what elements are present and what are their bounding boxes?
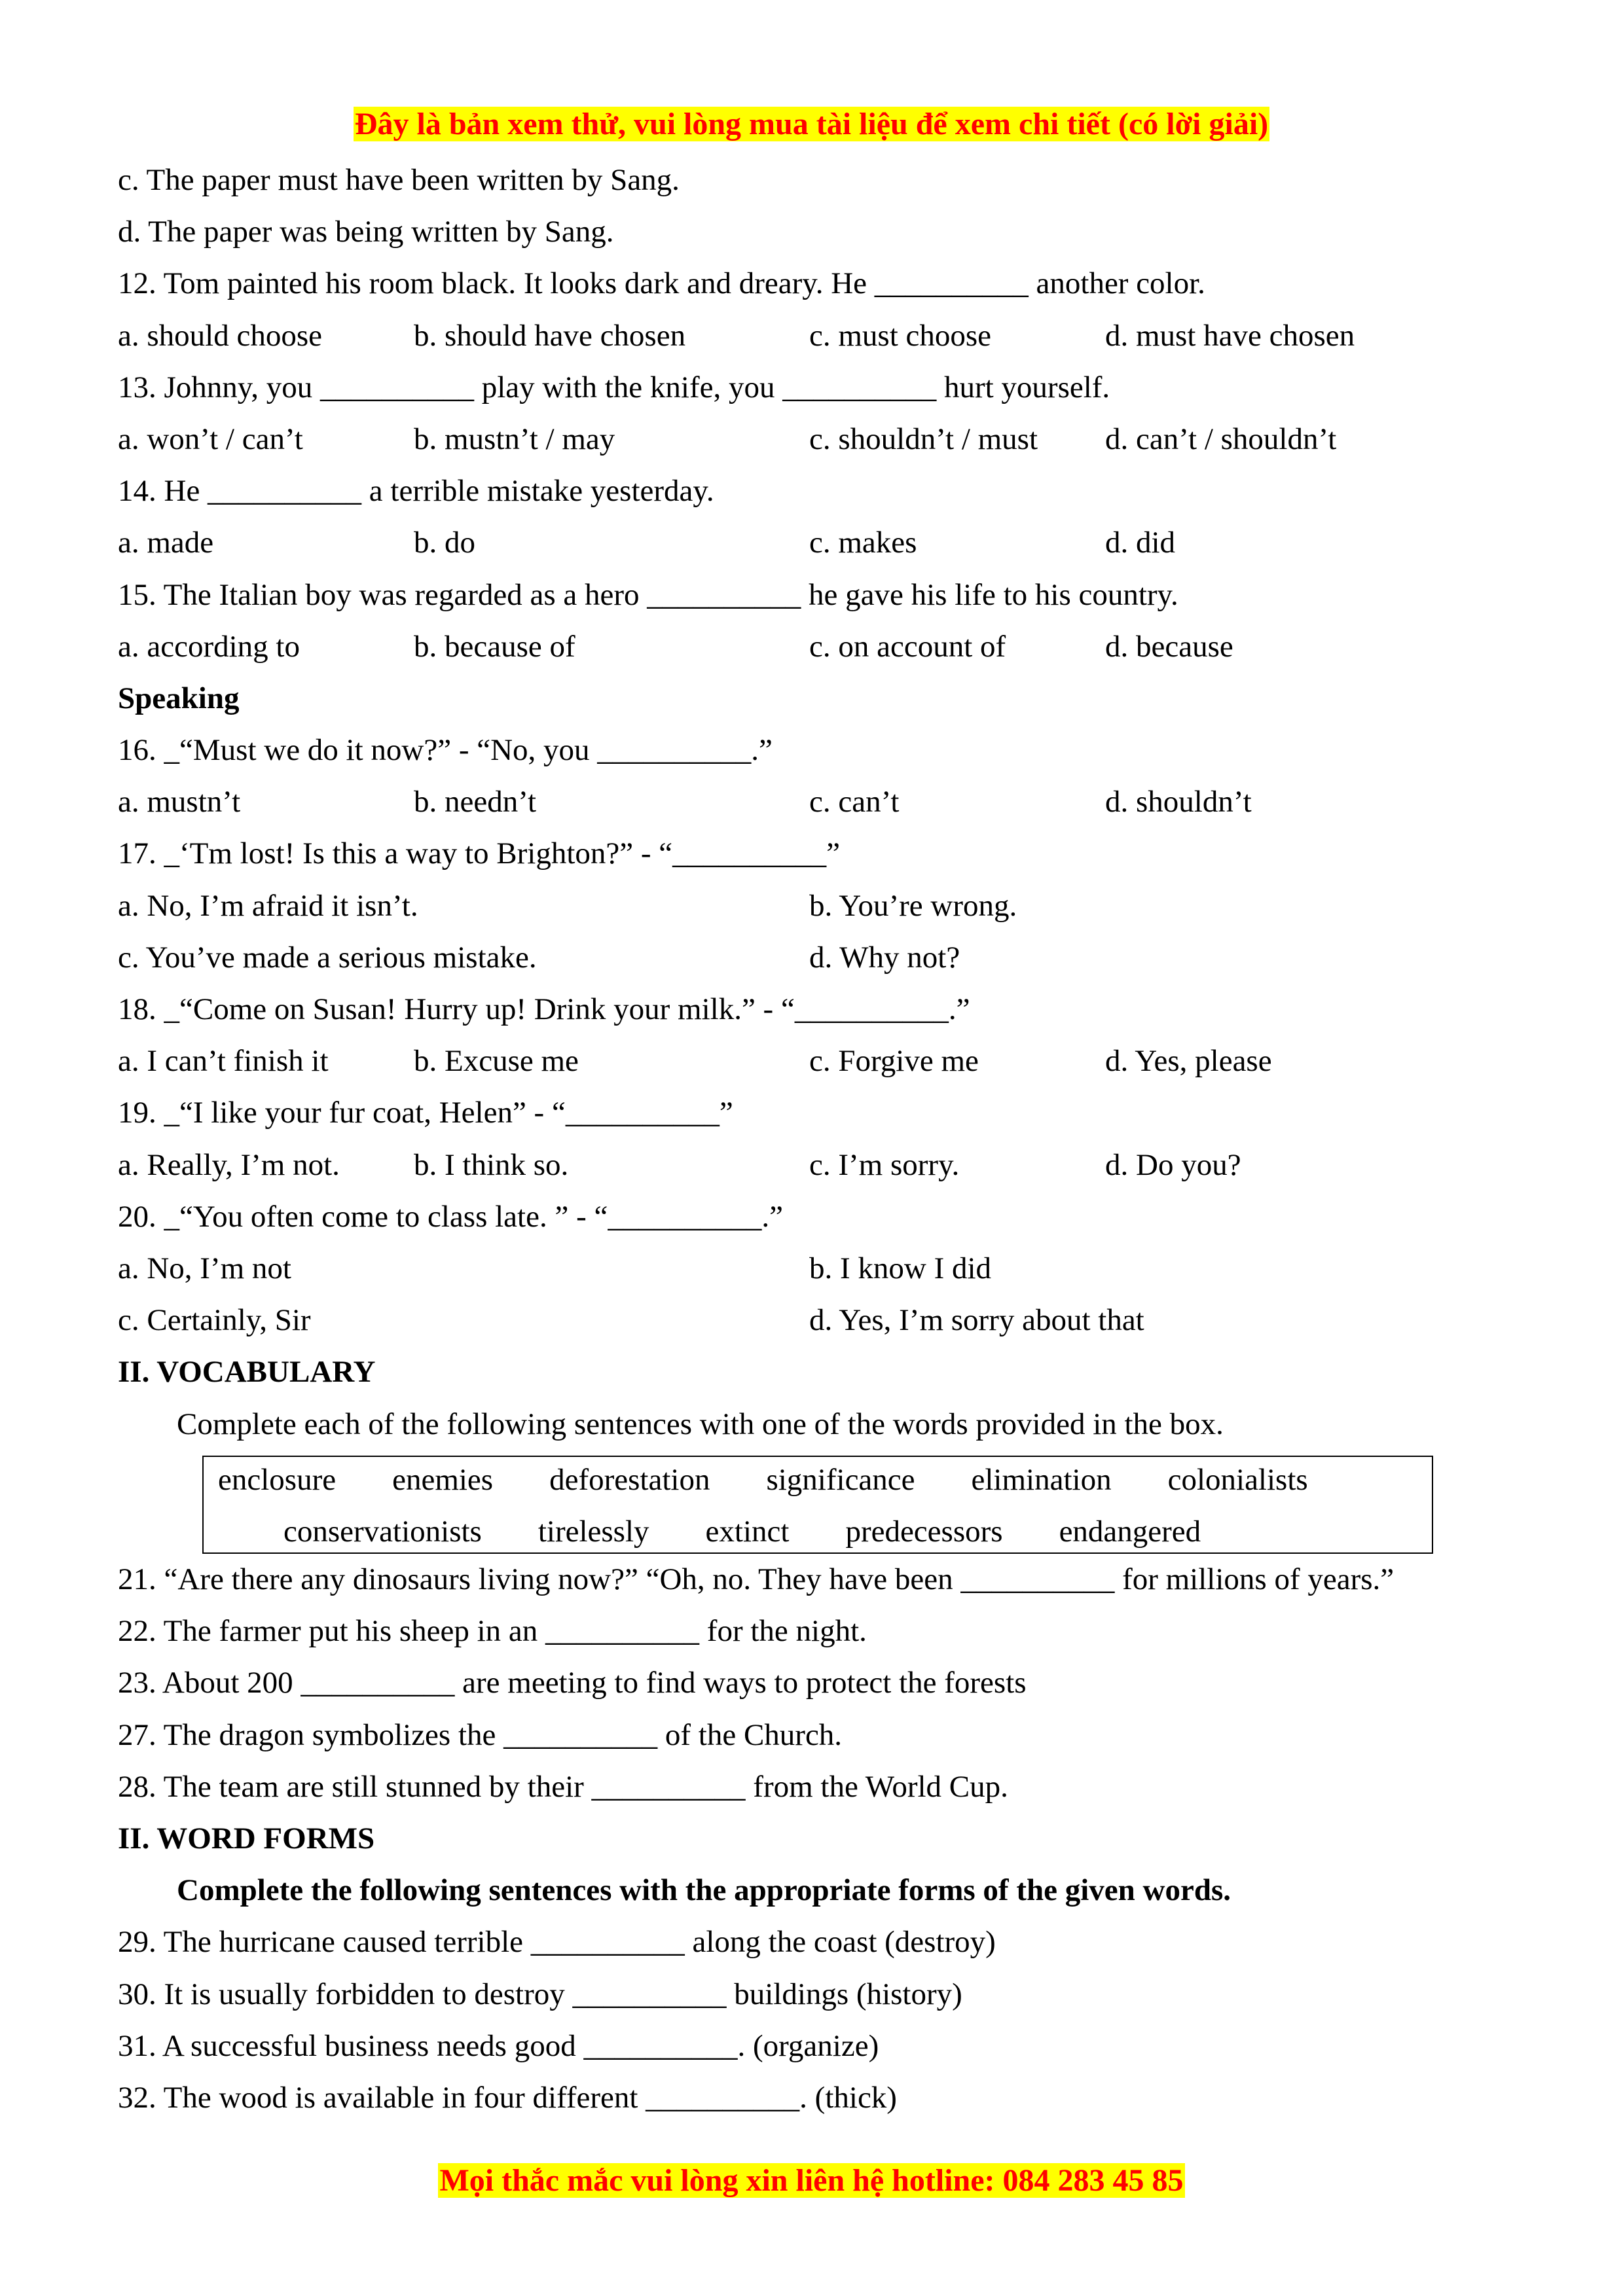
- word-box-row-2: [204, 1506, 1512, 1558]
- question-27: 27. The dragon symbolizes the __________ of the Church.: [118, 1717, 843, 1752]
- word-box-item: extinct: [705, 1514, 790, 1549]
- word-box-item: enemies: [392, 1462, 494, 1497]
- option-d: d. Do you?: [1105, 1147, 1241, 1182]
- word-box-item: colonialists: [1167, 1462, 1308, 1497]
- option-d: d. Why not?: [809, 940, 960, 975]
- word-box-item: tirelessly: [538, 1514, 649, 1549]
- option-d: d. because: [1105, 629, 1233, 664]
- option-b: b. should have chosen: [414, 318, 686, 353]
- option-c: c. shouldn’t / must: [809, 422, 1038, 456]
- word-box-item: deforestation: [549, 1462, 710, 1497]
- question-12: 12. Tom painted his room black. It looks dark and dreary. He __________ another color.: [118, 266, 1205, 301]
- option-c: c. The paper must have been written by Sang.: [118, 163, 680, 197]
- option-a: a. No, I’m not: [118, 1251, 291, 1285]
- question-31: 31. A successful business needs good __________. (organize): [118, 2028, 879, 2063]
- question-16: 16. _“Must we do it now?” - “No, you __________.”: [118, 733, 773, 768]
- option-d: d. Yes, I’m sorry about that: [809, 1303, 1144, 1338]
- word-box-item: endangered: [1059, 1514, 1201, 1549]
- option-b: b. You’re wrong.: [809, 888, 1017, 923]
- question-28: 28. The team are still stunned by their __________ from the World Cup.: [118, 1769, 1008, 1804]
- question-23: 23. About 200 __________ are meeting to find ways to protect the forests: [118, 1666, 1027, 1700]
- word-box-container: [118, 1450, 1525, 1554]
- options-14: [118, 517, 1525, 569]
- option-c: c. You’ve made a serious mistake.: [118, 940, 537, 975]
- preview-banner: Đây là bản xem thử, vui lòng mua tài liệu để xem chi tiết (có lời giải): [354, 107, 1269, 141]
- options-20-ab: [118, 1243, 1525, 1295]
- option-a: a. Really, I’m not.: [118, 1147, 340, 1182]
- option-c: c. makes: [809, 526, 917, 560]
- option-b: b. do: [414, 526, 475, 560]
- option-d: d. did: [1105, 526, 1176, 560]
- option-a: a. I can’t finish it: [118, 1044, 329, 1079]
- option-a: a. made: [118, 526, 214, 560]
- options-18: [118, 1035, 1525, 1087]
- option-a: a. won’t / can’t: [118, 422, 303, 456]
- question-14: 14. He __________ a terrible mistake yesterday.: [118, 474, 714, 509]
- options-16: [118, 776, 1525, 828]
- vocabulary-instruction: Complete each of the following sentences with one of the words provided in the box.: [177, 1407, 1224, 1441]
- question-29: 29. The hurricane caused terrible __________ along the coast (destroy): [118, 1925, 996, 1960]
- option-c: c. I’m sorry.: [809, 1147, 960, 1182]
- hotline-banner: Mọi thắc mắc vui lòng xin liên hệ hotline: 084 283 45 85: [439, 2163, 1184, 2198]
- section-heading-speaking: Speaking: [118, 681, 240, 715]
- option-d: d. can’t / shouldn’t: [1105, 422, 1337, 456]
- option-c: c. Forgive me: [809, 1044, 979, 1079]
- options-15: [118, 621, 1525, 673]
- option-d: d. Yes, please: [1105, 1044, 1272, 1079]
- option-b: b. Excuse me: [414, 1044, 579, 1079]
- question-30: 30. It is usually forbidden to destroy __________ buildings (history): [118, 1977, 962, 2011]
- question-32: 32. The wood is available in four different __________. (thick): [118, 2080, 897, 2115]
- option-b: b. mustn’t / may: [414, 422, 615, 456]
- options-19: [118, 1139, 1525, 1191]
- question-22: 22. The farmer put his sheep in an __________ for the night.: [118, 1614, 867, 1649]
- section-heading-word-forms: II. WORD FORMS: [118, 1821, 375, 1856]
- option-c: c. Certainly, Sir: [118, 1303, 311, 1338]
- question-20: 20. _“You often come to class late. ” - “__________.”: [118, 1199, 783, 1234]
- option-a: a. mustn’t: [118, 785, 241, 819]
- option-c: c. on account of: [809, 629, 1006, 664]
- question-19: 19. _“I like your fur coat, Helen” - “__________”: [118, 1096, 733, 1130]
- option-d: d. shouldn’t: [1105, 785, 1252, 819]
- option-d: d. The paper was being written by Sang.: [118, 215, 614, 249]
- word-box-item: predecessors: [845, 1514, 1003, 1549]
- option-a: a. No, I’m afraid it isn’t.: [118, 888, 418, 923]
- question-21: 21. “Are there any dinosaurs living now?” “Oh, no. They have been __________ for millions of years.”: [118, 1562, 1395, 1597]
- option-c: c. must choose: [809, 318, 992, 353]
- question-13: 13. Johnny, you __________ play with the knife, you __________ hurt yourself.: [118, 370, 1110, 404]
- question-18: 18. _“Come on Susan! Hurry up! Drink your milk.” - “__________.”: [118, 992, 970, 1026]
- option-b: b. because of: [414, 629, 575, 664]
- options-17-cd: [118, 932, 1525, 984]
- word-box-item: conservationists: [283, 1514, 482, 1549]
- option-a: a. according to: [118, 629, 300, 664]
- option-c: c. can’t: [809, 785, 900, 819]
- options-17-ab: [118, 880, 1525, 932]
- options-20-cd: [118, 1295, 1525, 1346]
- question-17: 17. _‘Tm lost! Is this a way to Brighton?” - “__________”: [118, 836, 841, 871]
- section-heading-vocabulary: II. VOCABULARY: [118, 1355, 376, 1390]
- word-box-item: elimination: [971, 1462, 1112, 1497]
- document-body: [118, 154, 1525, 2124]
- option-b: b. I think so.: [414, 1147, 569, 1182]
- word-box-row-1: [204, 1454, 1446, 1506]
- option-a: a. should choose: [118, 318, 322, 353]
- option-b: b. I know I did: [809, 1251, 992, 1285]
- word-box-item: enclosure: [218, 1462, 337, 1497]
- option-b: b. needn’t: [414, 785, 537, 819]
- word-forms-instruction: Complete the following sentences with the appropriate forms of the given words.: [177, 1873, 1231, 1908]
- word-box: [202, 1456, 1433, 1554]
- question-15: 15. The Italian boy was regarded as a hero __________ he gave his life to his country.: [118, 577, 1178, 612]
- options-13: [118, 414, 1525, 465]
- word-box-item: significance: [766, 1462, 915, 1497]
- option-d: d. must have chosen: [1105, 318, 1355, 353]
- options-12: [118, 310, 1525, 362]
